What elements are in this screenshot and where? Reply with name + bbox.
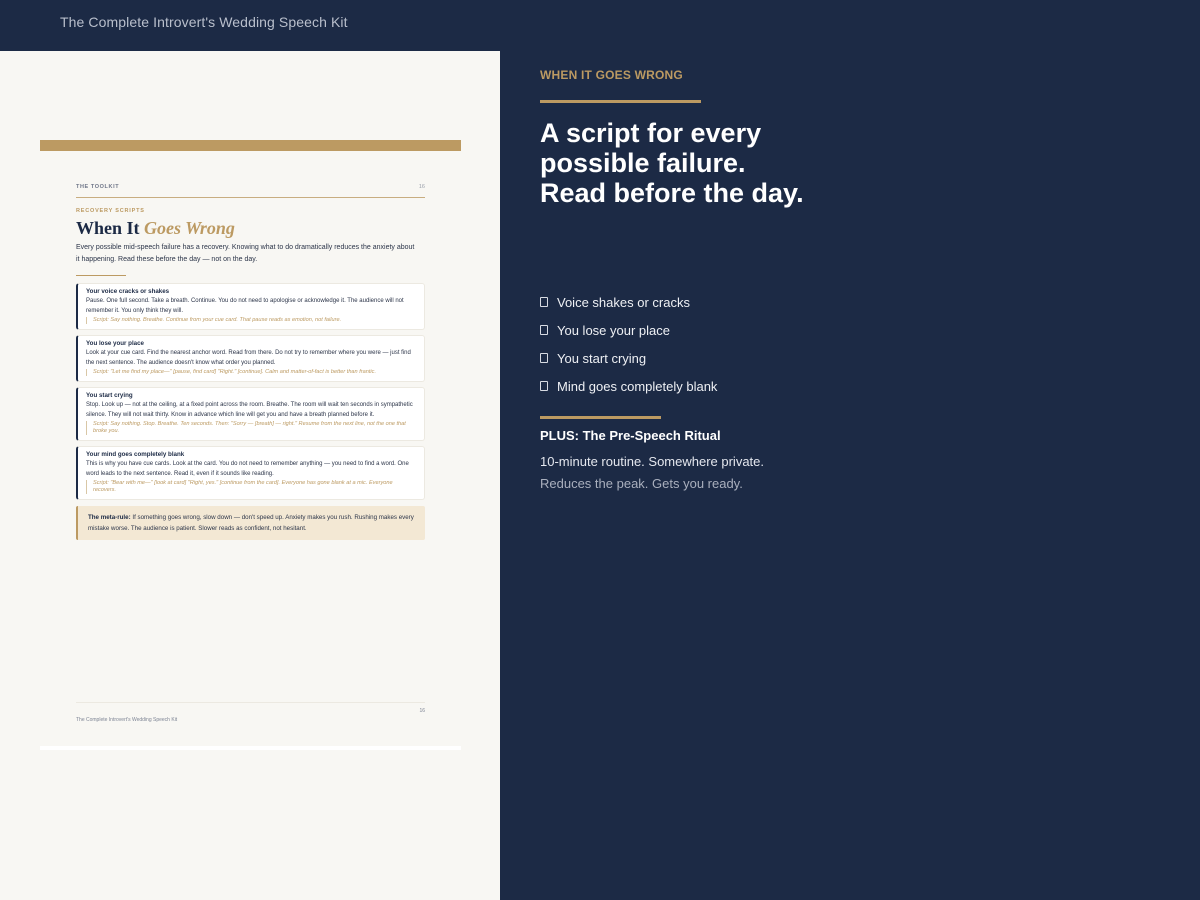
headline-line: Read before the day.	[540, 178, 804, 208]
card-body: Look at your cue card. Find the nearest anchor word. Read from there. Do not try to remember where you were — just find the next sentence. The audience doesn't know what order you planned.	[86, 350, 411, 366]
document-page	[76, 181, 425, 540]
card-title: Your mind goes completely blank	[86, 451, 185, 458]
eyebrow: WHEN IT GOES WRONG	[540, 68, 683, 82]
plus-subdescription: Reduces the peak. Gets you ready.	[540, 476, 743, 491]
card-title: You lose your place	[86, 340, 144, 347]
card-script: Script: "Let me find my place—" [pause, find card] "Right." [continue]. Calm and matter-of-fact is better than frantic.	[86, 369, 416, 376]
page-title	[76, 217, 425, 239]
checklist-item	[540, 372, 717, 400]
checklist-label: You lose your place	[557, 322, 670, 338]
kit-title: The Complete Introvert's Wedding Speech Kit	[60, 14, 348, 30]
section-label: THE TOOLKIT	[76, 184, 120, 190]
accent-rule	[540, 416, 661, 419]
meta-rule-callout	[76, 506, 425, 540]
checkbox-icon	[540, 353, 548, 363]
page-bottom-edge	[40, 746, 461, 750]
checklist-label: Mind goes completely blank	[557, 378, 718, 394]
card-title: You start crying	[86, 392, 133, 399]
document-preview-panel	[0, 51, 500, 900]
headline-line: possible failure.	[540, 148, 746, 178]
footer-title: The Complete Introvert's Wedding Speech Kit	[76, 717, 178, 723]
recovery-card	[76, 283, 425, 330]
recovery-card	[76, 446, 425, 500]
recovery-card	[76, 387, 425, 441]
title-plain: When It	[76, 218, 145, 238]
meta-rule-label: The meta-rule:	[88, 514, 131, 521]
checkbox-icon	[540, 297, 548, 307]
running-header	[76, 181, 425, 198]
card-script: Script: Say nothing. Stop. Breathe. Ten seconds. Then: "Sorry — [breath] — right." Resume from the next line, not the one that broke you.	[86, 421, 416, 435]
checklist-label: Voice shakes or cracks	[557, 294, 690, 310]
checklist-item	[540, 344, 717, 372]
checkbox-icon	[540, 381, 548, 391]
meta-rule-text: If something goes wrong, slow down — don't speed up. Anxiety makes you rush. Rushing makes every mistake worse. The audience is patient. Slower reads as confident, not hesitant.	[88, 514, 414, 532]
headline-line: A script for every	[540, 118, 762, 148]
headline	[540, 118, 1040, 208]
intro-paragraph: Every possible mid-speech failure has a recovery. Knowing what to do dramatically reduces the anxiety about it happening. Read these before the day — not on the day.	[76, 244, 415, 263]
checklist-label: You start crying	[557, 350, 647, 366]
kicker: RECOVERY SCRIPTS	[76, 208, 145, 214]
card-body: Stop. Look up — not at the ceiling, at a fixed point across the room. Breathe. The room will wait ten seconds in sympathetic silence. They will not wait thirty. Know in advance which line will get you and have a breath planned before it.	[86, 402, 413, 418]
card-script: Script: "Bear with me—" [look at card] "Right, yes." [continue from the card]. Everyone has gone blank at a mic. Everyone recovers.	[86, 480, 416, 494]
top-bar	[0, 0, 1200, 51]
checklist-item	[540, 288, 717, 316]
card-script: Script: Say nothing. Breathe. Continue from your cue card. That pause reads as emotion, not failure.	[86, 317, 416, 324]
title-accent: Goes Wrong	[144, 218, 235, 238]
recovery-card	[76, 335, 425, 382]
page-number: 16	[418, 184, 425, 190]
footer-page-number: 16	[419, 708, 425, 714]
checkbox-icon	[540, 325, 548, 335]
page-footer	[76, 702, 425, 726]
plus-description: 10-minute routine. Somewhere private.	[540, 454, 765, 469]
failure-checklist	[540, 288, 717, 400]
checklist-item	[540, 316, 717, 344]
card-title: Your voice cracks or shakes	[86, 288, 170, 295]
page-top-accent	[40, 140, 461, 151]
divider	[76, 275, 126, 276]
plus-title: PLUS: The Pre-Speech Ritual	[540, 428, 721, 443]
recovery-cards	[76, 283, 425, 500]
card-body: Pause. One full second. Take a breath. Continue. You do not need to apologise or acknowledge it. The audience will not remember it. You only think they will.	[86, 298, 404, 314]
card-body: This is why you have cue cards. Look at the card. You do not need to remember anything — you need to find a word. One word leads to the next sentence. Read it, even if it sounds like reading.	[86, 461, 409, 477]
accent-rule	[540, 100, 701, 103]
